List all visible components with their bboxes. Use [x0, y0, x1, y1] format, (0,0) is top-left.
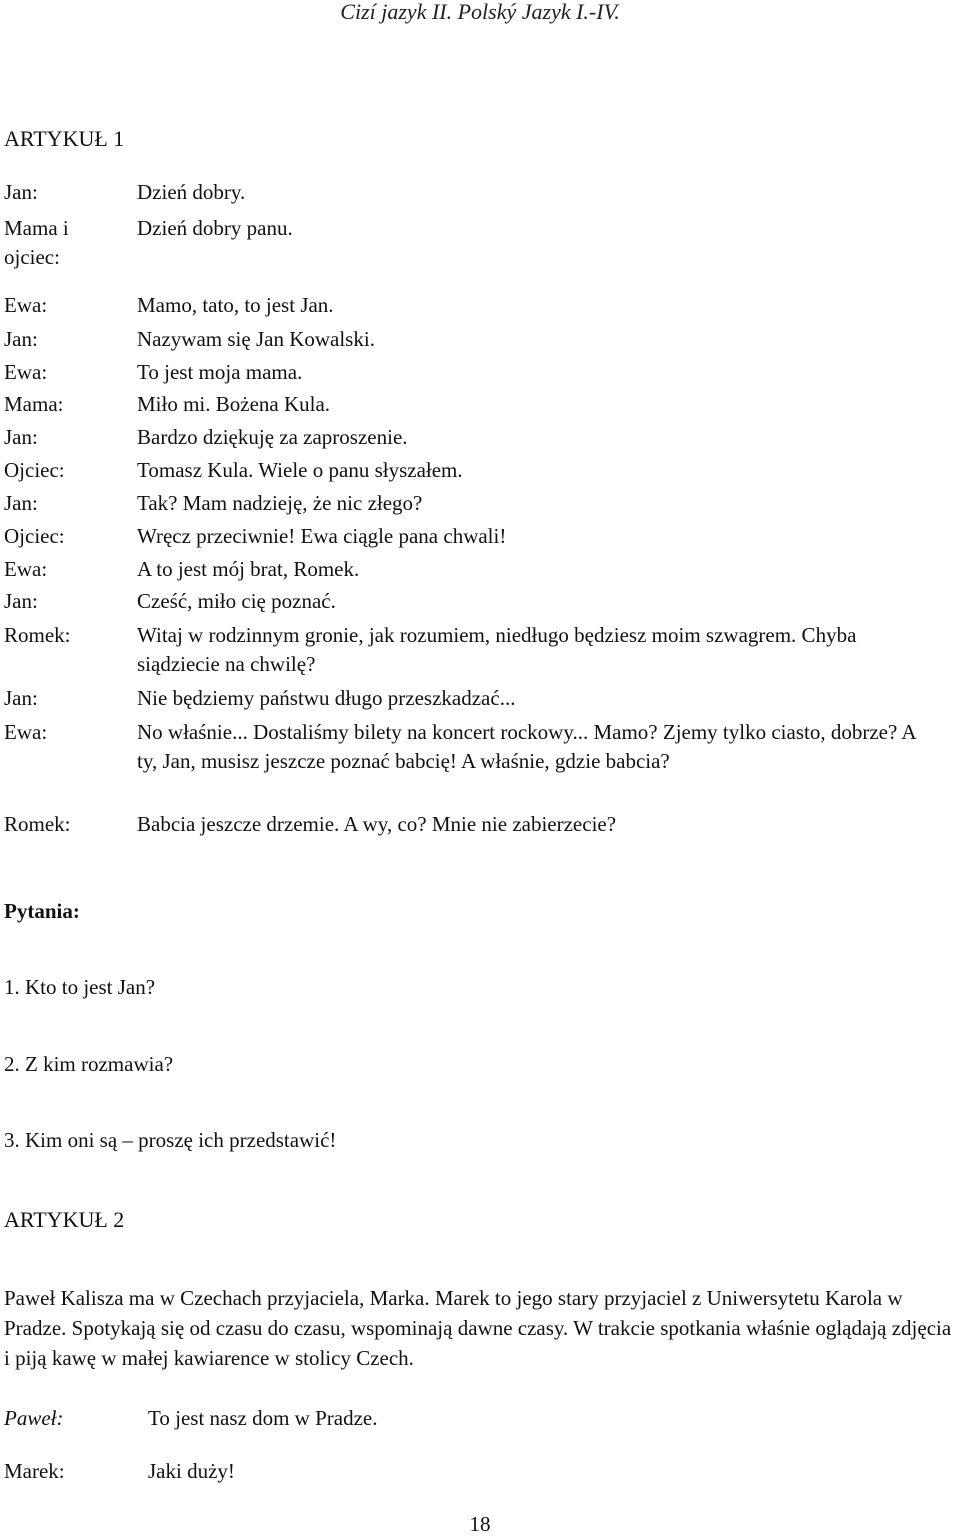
dialogue-line: Miło mi. Bożena Kula. — [137, 392, 331, 416]
dialogue-line: Witaj w rodzinnym gronie, jak rozumiem, niedługo będziesz moim szwagrem. Chyba siądziecie na chwilę? — [137, 623, 857, 676]
dialogue-line: Wręcz przeciwnie! Ewa ciągle pana chwali! — [137, 524, 507, 548]
dialogue-line: Jaki duży! — [148, 1459, 235, 1483]
questions-title: Pytania: — [4, 899, 80, 923]
dialogue-line: Mamo, tato, to jest Jan. — [137, 293, 334, 317]
speaker-label: Romek: — [4, 623, 71, 647]
page-number: 18 — [469, 1512, 491, 1536]
question-item: 1. Kto to jest Jan? — [4, 975, 156, 999]
dialogue-line: No właśnie... Dostaliśmy bilety na koncert rockowy... Mamo? Zjemy tylko ciasto, dobrze? A ty, Jan, musisz jeszcze poznać babcię! A właśnie, gdzie babcia? — [137, 720, 916, 773]
question-item: 3. Kim oni są – proszę ich przedstawić! — [4, 1128, 337, 1152]
speaker-label: Jan: — [4, 589, 38, 613]
speaker-label: Jan: — [4, 491, 38, 515]
dialogue-line: Tak? Mam nadzieję, że nic złego? — [137, 491, 423, 515]
speaker-label: Ewa: — [4, 557, 48, 581]
dialogue-line: Nazywam się Jan Kowalski. — [137, 327, 375, 351]
page-header: Cizí jazyk II. Polský Jazyk I.-IV. — [340, 0, 620, 24]
speaker-label: Ewa: — [4, 293, 48, 317]
speaker-label: Mama: — [4, 392, 64, 416]
speaker-label: Ojciec: — [4, 458, 65, 482]
article1-title: ARTYKUŁ 1 — [4, 126, 125, 151]
dialogue-line: Nie będziemy państwu długo przeszkadzać... — [137, 686, 516, 710]
article2-title: ARTYKUŁ 2 — [4, 1207, 125, 1232]
dialogue-line: Bardzo dziękuję za zaproszenie. — [137, 425, 408, 449]
speaker-label: Romek: — [4, 812, 71, 836]
speaker-label: Jan: — [4, 327, 38, 351]
question-item: 2. Z kim rozmawia? — [4, 1052, 174, 1076]
dialogue-line: Cześć, miło cię poznać. — [137, 589, 336, 613]
speaker-label: Jan: — [4, 180, 38, 204]
dialogue-line: To jest moja mama. — [137, 360, 303, 384]
speaker-label: Jan: — [4, 425, 38, 449]
dialogue-line: A to jest mój brat, Romek. — [137, 557, 360, 581]
speaker-label: Ewa: — [4, 360, 48, 384]
speaker-label: Paweł: — [4, 1406, 64, 1430]
dialogue-line: Tomasz Kula. Wiele o panu słyszałem. — [137, 458, 463, 482]
dialogue-line: Dzień dobry. — [137, 180, 246, 204]
speaker-label: Jan: — [4, 686, 38, 710]
dialogue-line: Dzień dobry panu. — [137, 216, 293, 240]
speaker-label: Mama i ojciec: — [4, 216, 69, 269]
speaker-label: Marek: — [4, 1459, 65, 1483]
speaker-label: Ojciec: — [4, 524, 65, 548]
speaker-label: Ewa: — [4, 720, 48, 744]
dialogue-line: Babcia jeszcze drzemie. A wy, co? Mnie nie zabierzecie? — [137, 812, 617, 836]
article2-paragraph: Paweł Kalisza ma w Czechach przyjaciela, Marka. Marek to jego stary przyjaciel z Uniwersytetu Karola w Pradze. Spotykają się od czasu do czasu, wspominają dawne czasy. W trakcie spotkania właśnie oglądają zdjęcia i piją kawę w małej kawiarence w stolicy Czech. — [4, 1286, 952, 1370]
dialogue-line: To jest nasz dom w Pradze. — [148, 1406, 378, 1430]
